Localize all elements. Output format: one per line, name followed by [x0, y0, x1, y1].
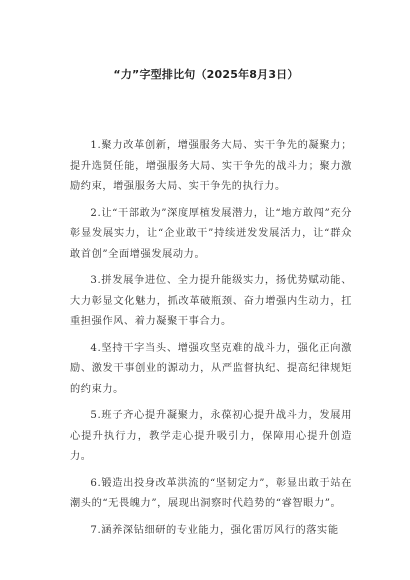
- paragraph-item-6: 6.锻造出投身改革洪流的“坚韧定力”，彰显出敢于站在潮头的“无畏魄力”，展现出洞察时代趋势的“睿智眼力”。: [70, 477, 352, 509]
- paragraph-item-4: 4.坚持干字当头、增强攻坚克难的战斗力，强化正向激励、激发干事创业的源动力，从严监督执纪、提高纪律规矩的约束力。: [70, 342, 352, 395]
- paragraph-item-2: 2.让“干部敢为”深度厚植发展潜力，让“地方敢闯”充分彰显发展实力，让“企业敢干”持续迸发发展活力，让“群众敢首创”全面增强发展动力。: [70, 207, 352, 260]
- paragraph-item-3: 3.拼发展争进位、全力提升能级实力，扬优势赋动能、大力彰显文化魅力，抓改革破瓶颈、奋力增强内生动力，扛重担强作风、着力凝聚干事合力。: [70, 275, 352, 327]
- paragraph-item-7: 7.涵养深钻细研的专业能力，强化雷厉风行的落实能: [90, 524, 339, 536]
- paragraph-item-5: 5.班子齐心提升凝聚力，永葆初心提升战斗力，发展用心提升执行力，教学走心提升吸引力，保障用心提升创造力。: [70, 410, 352, 462]
- paragraph-list: [70, 136, 352, 541]
- paragraph-item-1: 1.聚力改革创新，增强服务大局、实干争先的凝聚力；提升选贤任能，增强服务大局、实干争先的战斗力；聚力激励约束，增强服务大局、实干争先的执行力。: [70, 140, 352, 192]
- document-title: “力”字型排比句（2025年8月3日）: [113, 68, 299, 81]
